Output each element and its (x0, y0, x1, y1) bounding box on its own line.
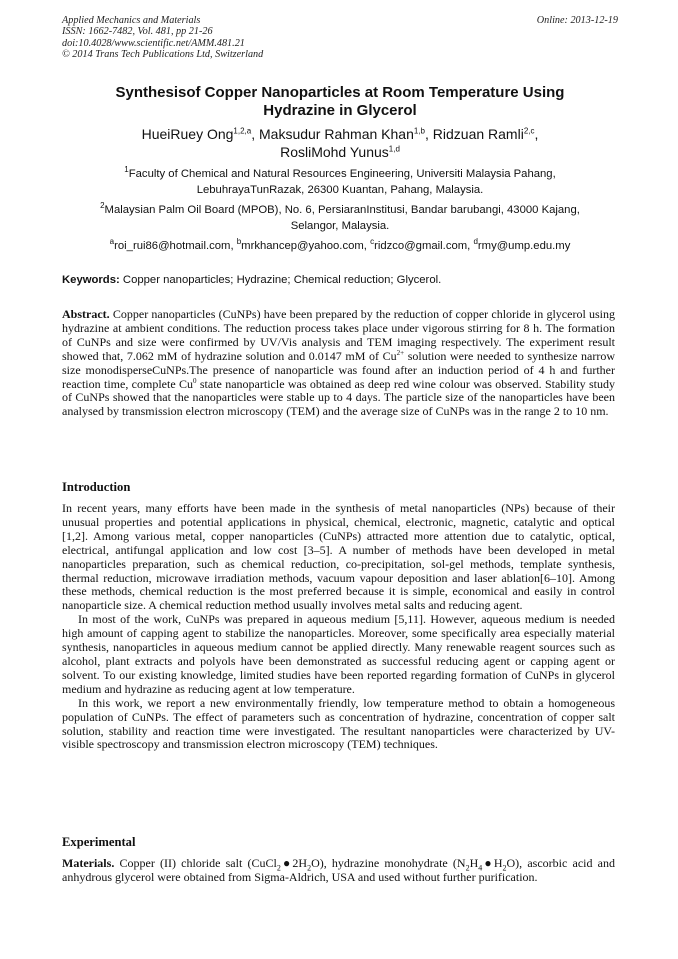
author-affiliation-mark: 1,d (388, 144, 400, 154)
materials-text: ●H (482, 856, 503, 870)
affiliation-line: Malaysian Palm Oil Board (MPOB), No. 6, PersiaranInstitusi, Bandar barubangi, 43000 Kajang, (104, 204, 580, 216)
abstract (62, 308, 615, 419)
formula-subscript: 2 (465, 863, 470, 873)
abstract-label: Abstract. (62, 307, 110, 321)
journal-issn: ISSN: 1662-7482, Vol. 481, pp 21-26 (62, 26, 213, 38)
email-separator: , (230, 240, 237, 252)
author-name: Ridzuan Ramli (432, 126, 524, 142)
keywords-label: Keywords: (62, 274, 120, 286)
author-name: RosliMohd Yunus (280, 144, 389, 160)
oxidation-state: 0 (193, 376, 197, 385)
materials-section (62, 857, 615, 885)
materials-text: O), hydrazine monohydrate (N (311, 856, 466, 870)
journal-name: Applied Mechanics and Materials (62, 15, 201, 26)
affiliation-line: Faculty of Chemical and Natural Resources Engineering, Universiti Malaysia Pahang, (128, 168, 556, 180)
introduction-paragraph-2: In most of the work, CuNPs was prepared in aqueous medium [5,11]. However, aqueous medium is needed high amount of capping agent to stabilize the nanoparticles. Moreover, some specifically area especially material synthesis, nanoparticles in aqueous medium cannot be applied directly. Many renewable reagent sources such as alcohol, plant extracts and polyols have been demonstrated as successful reducing agent or capping agent or solvent. To our existing knowledge, limited studies have been reported regarding formation of CuNPs in glycerol medium and hydrazine as reducing agent at low temperature. (62, 612, 615, 696)
formula-subscript: 2 (307, 863, 312, 873)
title-line-2: Hydrazine in Glycerol (263, 102, 417, 119)
author-separator: , (425, 126, 433, 142)
introduction-paragraph-1: In recent years, many efforts have been made in the synthesis of metal nanoparticles (NPs) because of their unusual properties and potential applications in physical, chemical, electronic, magnetic, catalytic and optical [1,2]. Among various metal, copper nanoparticles (CuNPs) attracted more attention due to catalytic, optical, electrical, antifungal application and low cost [3–5]. A number of methods have been developed in metal nanoparticles preparation, such as chemical reduction, co-precipitation, sol-gel methods, template synthesis, thermal reduction, microwave irradiation methods, vacuum vapour deposition and laser ablation[6–10]. Among these methods, chemical reduction is the most preferred because it is simple, economical and easily in control nanoparticle size. A chemical reduction method usually involves metal salts and reducing agent. (62, 501, 615, 613)
formula-subscript: 2 (502, 863, 507, 873)
author-affiliation-mark: 2,c (523, 126, 535, 136)
journal-header (62, 15, 618, 61)
author-separator: , (534, 126, 539, 142)
email-address[interactable]: ridzco@gmail.com (374, 240, 468, 252)
journal-doi: doi:10.4028/www.scientific.net/AMM.481.21 (62, 37, 245, 49)
email-mark: d (473, 237, 478, 247)
email-separator: , (363, 240, 371, 252)
formula-subscript: 2 (276, 863, 281, 873)
materials-paragraph (62, 857, 615, 885)
experimental-heading: Experimental (62, 835, 136, 849)
affiliation-2 (62, 203, 618, 234)
introduction-heading: Introduction (62, 480, 131, 494)
author-list (62, 125, 618, 161)
email-address[interactable]: mrkhancep@yahoo.com (241, 240, 364, 252)
email-address[interactable]: rmy@ump.edu.my (477, 240, 571, 252)
materials-text: Copper (II) chloride salt (CuCl (114, 856, 277, 870)
affiliation-line: LebuhrayaTunRazak, 26300 Kuantan, Pahang, Malaysia. (196, 183, 484, 196)
abstract-text: solution were needed to synthesize narrow size monodisperseCuNPs.The presence of nanoparticle was found after an induction period of 4 h and further reaction time, complete Cu (62, 348, 615, 391)
materials-text: O), ascorbic acid and anhydrous glycerol were obtained from Sigma-Aldrich, USA and used without further purification. (62, 856, 615, 884)
abstract-text: Copper nanoparticles (CuNPs) have been prepared by the reduction of copper chloride in glycerol using hydrazine at ambient conditions. The reduction process takes place under vigorous stirring for 8 h. The formation of CuNPs and size were confirmed by UV/Vis analysis and TEM imaging respectively. The experiment result showed that, 7.062 mM of hydrazine solution and 0.0147 mM of Cu (62, 307, 615, 363)
author-name: HueiRuey Ong (141, 126, 234, 142)
materials-label: Materials. (62, 856, 115, 870)
materials-text: ●2H (280, 856, 308, 870)
author-name: Maksudur Rahman Khan (259, 126, 414, 142)
paper-title (62, 84, 618, 120)
affiliation-line: Selangor, Malaysia. (290, 219, 390, 232)
formula-subscript: 4 (478, 863, 483, 873)
keywords (62, 273, 618, 288)
materials-text: H (469, 856, 479, 870)
author-affiliation-mark: 1,2,a (233, 126, 252, 136)
abstract-text: state nanoparticle was obtained as deep red wine colour was observed. Stability study of CuNPs showed that the nanoparticles were stable up to 4 days. The particle size of the nanoparticles have been analysed by transmission electron microscopy (TEM) and the average size of CuNPs was in the range 2 to 10 nm. (62, 376, 615, 419)
email-mark: a (109, 237, 115, 247)
affiliation-1 (62, 167, 618, 198)
introduction-paragraph-3: In this work, we report a new environmentally friendly, low temperature method to obtain a homogeneous population of CuNPs. The effect of parameters such as concentration of hydrazine, concentration of copper salt solution, stability and reaction time were investigated. The resultant nanoparticles were characterized by UV-visible spectroscopy and transmission electron microscopy (TEM) techniques. (62, 695, 615, 752)
affiliation-mark: 1 (124, 165, 129, 175)
email-separator: , (467, 240, 474, 252)
email-mark: b (236, 237, 242, 247)
online-date: Online: 2013-12-19 (536, 15, 618, 26)
journal-copyright: © 2014 Trans Tech Publications Ltd, Switzerland (62, 49, 264, 61)
email-address[interactable]: roi_rui86@hotmail.com (114, 240, 231, 252)
abstract-paragraph (62, 308, 615, 419)
keywords-text: Copper nanoparticles; Hydrazine; Chemical reduction; Glycerol. (119, 274, 442, 286)
email-mark: c (370, 237, 375, 247)
introduction-section (62, 502, 615, 752)
author-emails (62, 239, 618, 254)
ion-charge: 2+ (396, 348, 405, 357)
author-affiliation-mark: 1,b (413, 126, 425, 136)
title-line-1: Synthesisof Copper Nanoparticles at Room Temperature Using (115, 84, 565, 101)
affiliation-mark: 2 (100, 201, 105, 211)
author-separator: , (251, 126, 259, 142)
